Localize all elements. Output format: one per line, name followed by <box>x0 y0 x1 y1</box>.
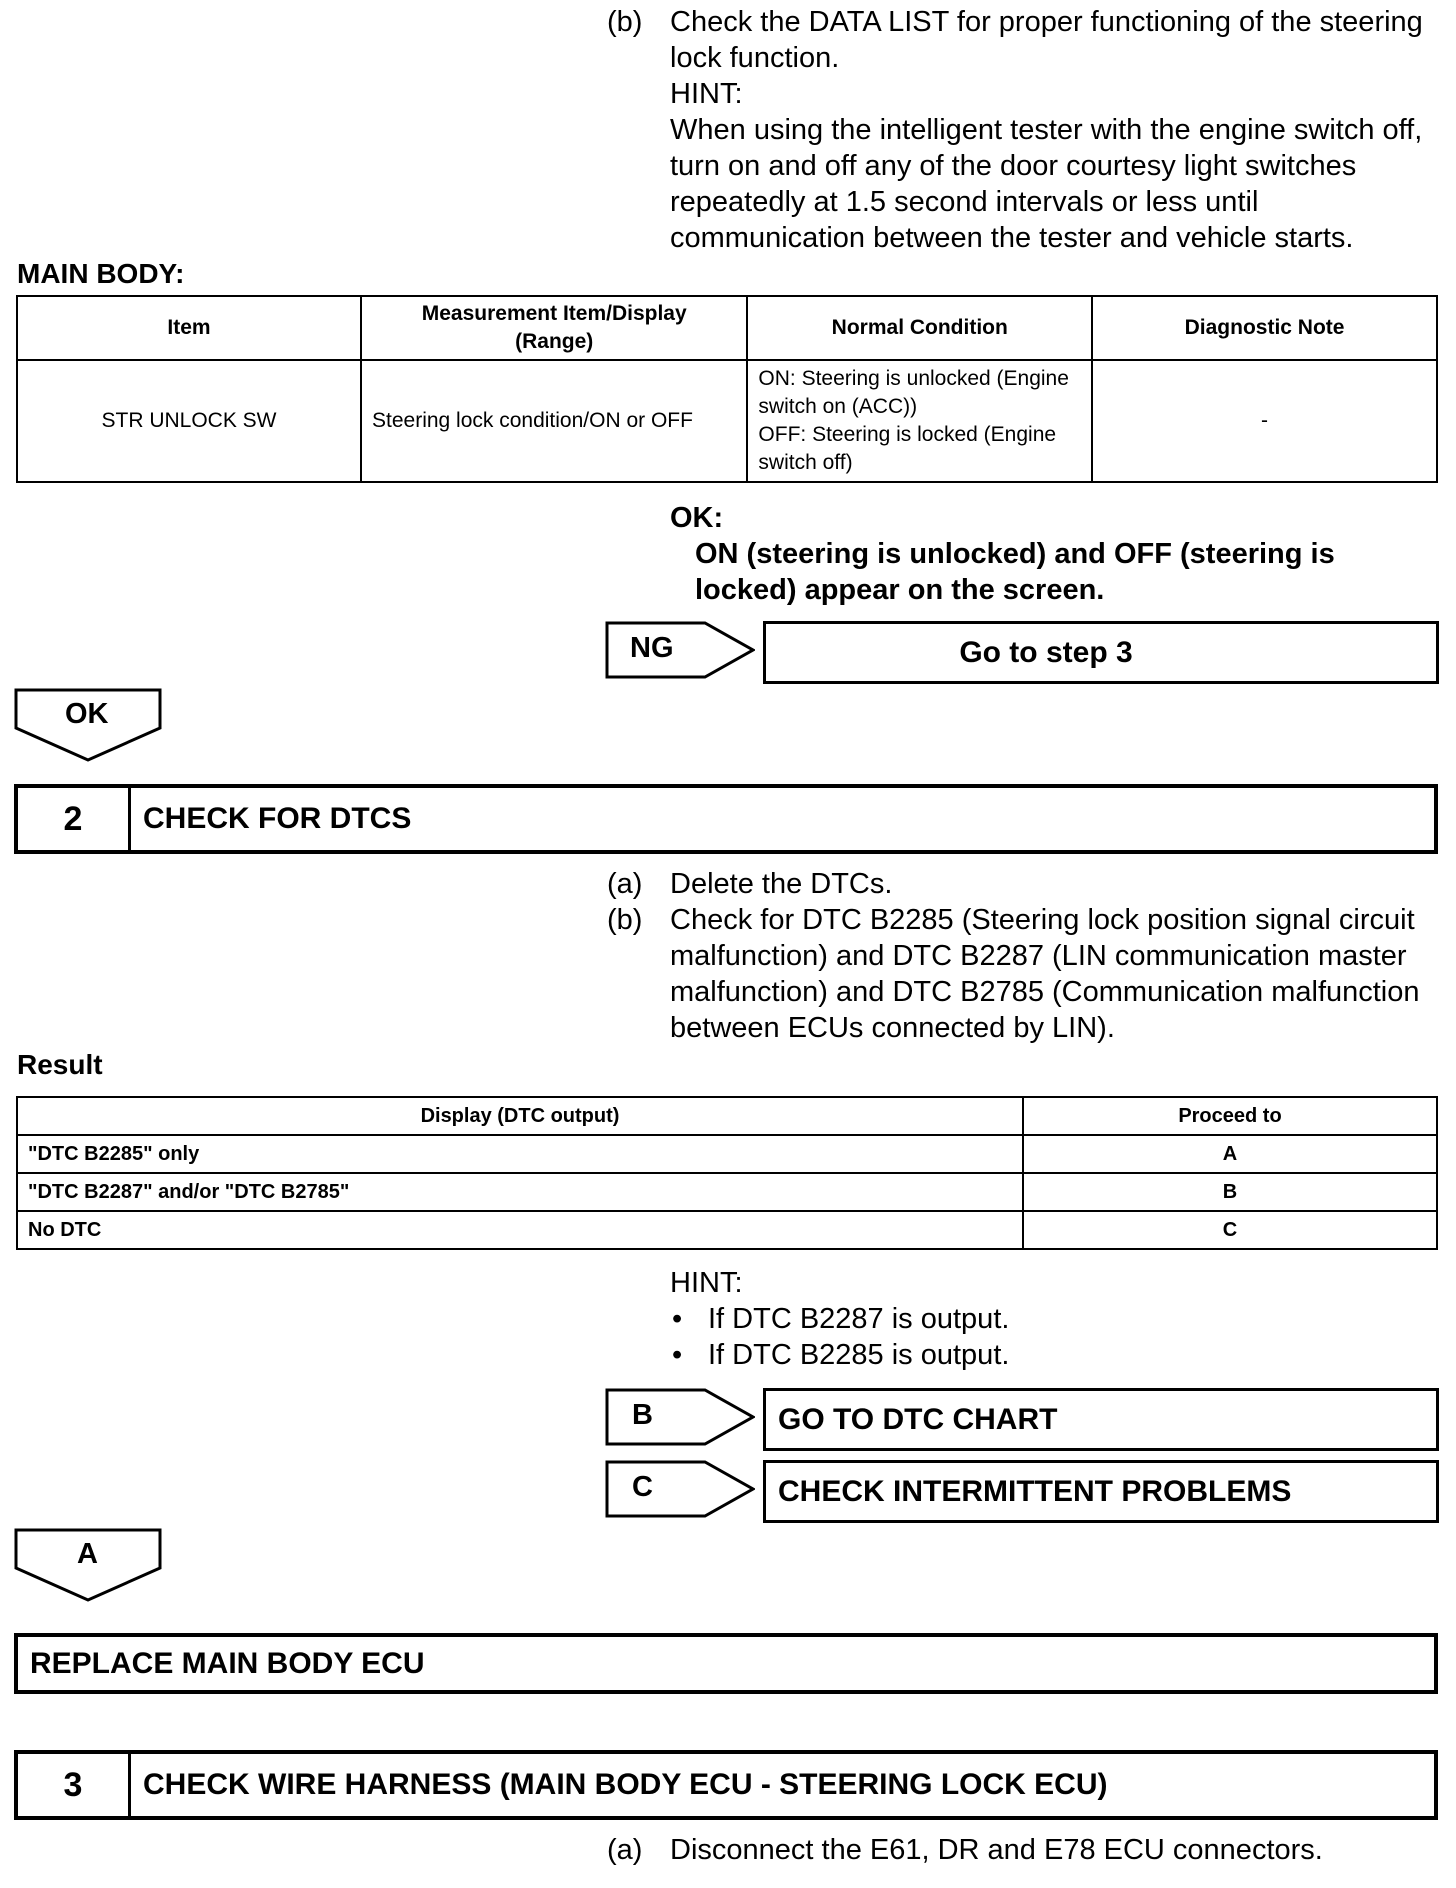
proceed-cell: C <box>1023 1211 1437 1249</box>
step-text: Check the DATA LIST for proper functioning of the steering lock function. <box>670 6 1423 74</box>
normal-condition-cell <box>747 360 1092 482</box>
hint-label: HINT: <box>670 78 743 110</box>
column-header: Proceed to <box>1023 1097 1437 1135</box>
hint-text: When using the intelligent tester with the engine switch off, turn on and off any of the door courtesy light switches repeatedly at 1.5 second intervals or less until communication between the tester and vehicle starts. <box>670 114 1423 254</box>
table-header-row <box>17 296 1437 360</box>
column-header: Normal Condition <box>747 296 1092 360</box>
ng-label: NG <box>630 632 674 664</box>
hint-block <box>670 1265 1450 1375</box>
bullet-text: If DTC B2287 is output. <box>708 1303 1010 1335</box>
ng-result-box[interactable] <box>763 621 1439 684</box>
c-label: C <box>632 1471 653 1503</box>
bullet-text: If DTC B2285 is output. <box>708 1339 1010 1371</box>
step-2a <box>607 866 1456 902</box>
result-table <box>16 1096 1438 1250</box>
bullet-icon: • <box>672 1339 683 1371</box>
table-row <box>17 360 1437 482</box>
data-list-table <box>16 295 1438 483</box>
bullet-icon: • <box>672 1303 683 1335</box>
c-result-box[interactable] <box>763 1460 1439 1523</box>
ok-text: ON (steering is unlocked) and OFF (steering is locked) appear on the screen. <box>695 538 1335 606</box>
column-header: Item <box>17 296 361 360</box>
table-row <box>17 1211 1437 1249</box>
c-result-text: CHECK INTERMITTENT PROBLEMS <box>778 1474 1292 1508</box>
main-body-heading: MAIN BODY: <box>17 258 185 289</box>
hint-bullet <box>670 1301 1450 1337</box>
step-3a <box>607 1832 1456 1868</box>
step-title: CHECK FOR DTCS <box>143 802 412 835</box>
column-header: Measurement Item/Display (Range) <box>361 296 747 360</box>
step-label: (b) <box>607 6 643 38</box>
step-2b <box>607 902 1456 1046</box>
item-cell: STR UNLOCK SW <box>17 360 361 482</box>
normal-off-text: OFF: Steering is locked (Engine switch off) <box>758 423 1057 474</box>
ok-criteria <box>670 500 1430 608</box>
result-heading: Result <box>17 1049 103 1080</box>
step-number: 3 <box>18 1754 131 1816</box>
step-3-title-bar <box>14 1750 1438 1820</box>
c-arrow-icon <box>605 1460 755 1518</box>
intro-step <box>607 4 1456 254</box>
dtc-output-cell: No DTC <box>17 1211 1023 1249</box>
step-text: Delete the DTCs. <box>670 868 893 900</box>
diagnostic-note-cell: - <box>1092 360 1437 482</box>
step-text: Disconnect the E61, DR and E78 ECU connectors. <box>670 1834 1323 1866</box>
step-title: CHECK WIRE HARNESS (MAIN BODY ECU - STEERING LOCK ECU) <box>143 1768 1108 1801</box>
b-result-text: GO TO DTC CHART <box>778 1402 1058 1436</box>
ok-label: OK: <box>670 502 724 534</box>
table-row <box>17 1173 1437 1211</box>
normal-on-text: ON: Steering is unlocked (Engine switch on (ACC)) <box>758 367 1069 418</box>
b-arrow-icon <box>605 1388 755 1446</box>
ng-arrow-icon <box>605 621 755 679</box>
step-label: (a) <box>607 1834 643 1866</box>
proceed-cell: B <box>1023 1173 1437 1211</box>
step-number: 2 <box>18 788 131 850</box>
table-row <box>17 1135 1437 1173</box>
a-arrow-label: A <box>77 1538 98 1570</box>
ok-arrow-label: OK <box>65 698 109 730</box>
ng-result-text: Go to step 3 <box>959 635 1133 669</box>
replace-main-body-ecu-box[interactable] <box>14 1633 1438 1694</box>
column-header: Diagnostic Note <box>1092 296 1437 360</box>
table-header-row <box>17 1097 1437 1135</box>
hint-label: HINT: <box>670 1267 743 1299</box>
step-2-title-bar <box>14 784 1438 854</box>
step-label: (b) <box>607 904 643 936</box>
step-text: Check for DTC B2285 (Steering lock position signal circuit malfunction) and DTC B2287 (LIN communication master malfunction) and DTC B2785 (Communication malfunction between ECUs connected by LIN). <box>670 904 1420 1044</box>
column-header: Display (DTC output) <box>17 1097 1023 1135</box>
b-label: B <box>632 1399 653 1431</box>
replace-text: REPLACE MAIN BODY ECU <box>30 1646 425 1680</box>
dtc-output-cell: "DTC B2287" and/or "DTC B2785" <box>17 1173 1023 1211</box>
b-result-box[interactable] <box>763 1388 1439 1451</box>
measurement-cell: Steering lock condition/ON or OFF <box>361 360 747 482</box>
hint-bullet <box>670 1337 1450 1373</box>
dtc-output-cell: "DTC B2285" only <box>17 1135 1023 1173</box>
step-label: (a) <box>607 868 643 900</box>
proceed-cell: A <box>1023 1135 1437 1173</box>
